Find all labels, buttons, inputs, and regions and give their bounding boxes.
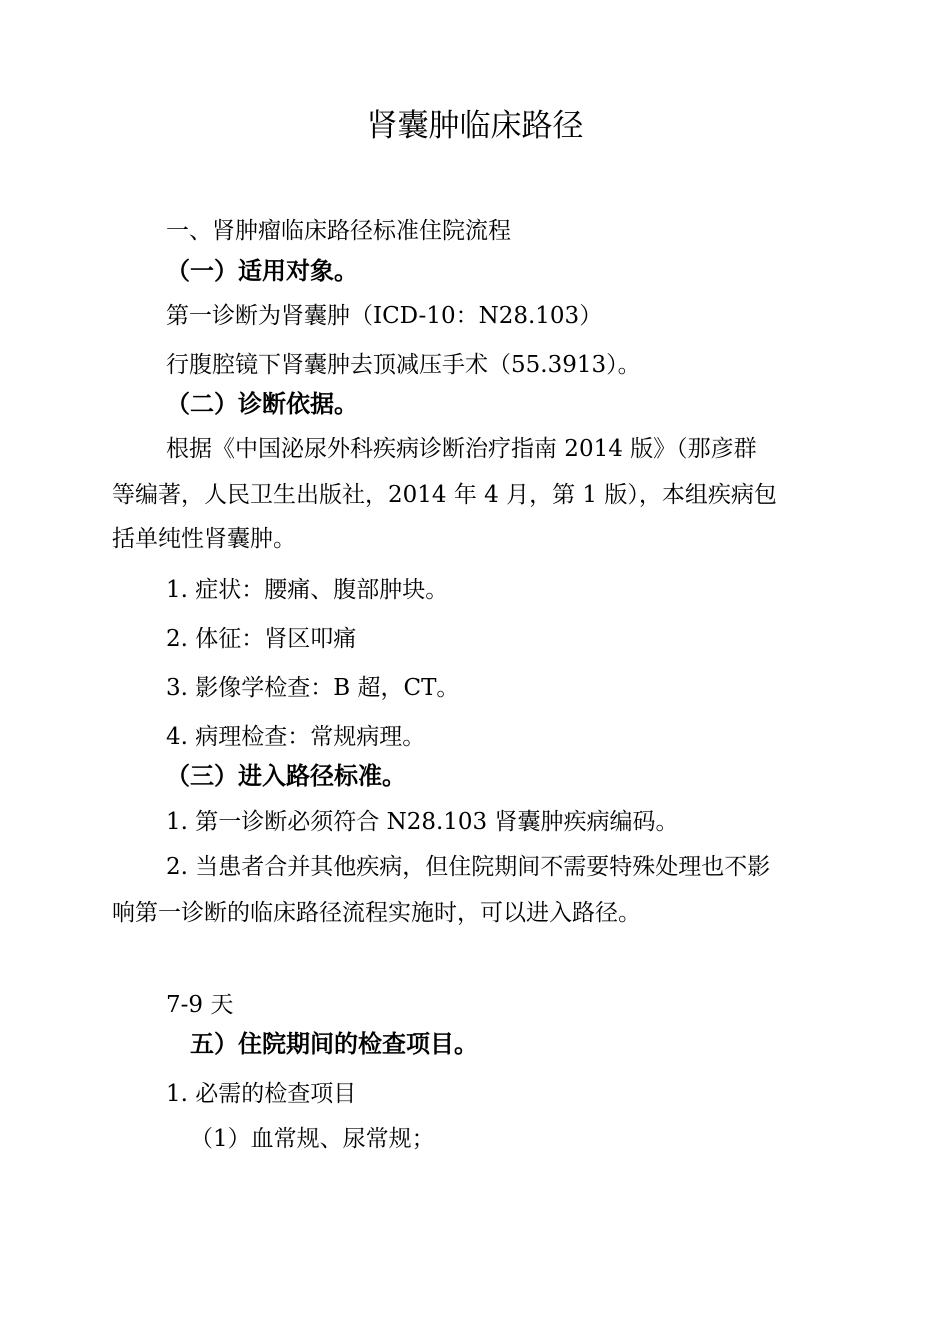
paragraph-line: 第一诊断为肾囊肿（ICD-10：N28.103） bbox=[166, 303, 603, 329]
list-item: 3. 影像学检查：B 超，CT。 bbox=[166, 675, 460, 701]
list-item: 4. 病理检查：常规病理。 bbox=[166, 724, 426, 750]
subsection-heading-3: （三）进入路径标准。 bbox=[166, 762, 406, 790]
paragraph-line: 2. 当患者合并其他疾病，但住院期间不需要特殊处理也不影 bbox=[166, 854, 771, 880]
paragraph-line: 括单纯性肾囊肿。 bbox=[112, 526, 296, 552]
paragraph-line: 响第一诊断的临床路径流程实施时，可以进入路径。 bbox=[112, 900, 641, 926]
section-heading: 一、肾肿瘤临床路径标准住院流程 bbox=[166, 218, 511, 244]
list-item: 1. 第一诊断必须符合 N28.103 肾囊肿疾病编码。 bbox=[166, 809, 679, 835]
list-item: 2. 体征：肾区叩痛 bbox=[166, 626, 357, 652]
list-item: 1. 必需的检查项目 bbox=[166, 1081, 357, 1107]
paragraph-line: 行腹腔镜下肾囊肿去顶减压手术（55.3913）。 bbox=[166, 352, 641, 378]
document-title: 肾囊肿临床路径 bbox=[366, 108, 584, 144]
subsection-heading-5: 五）住院期间的检查项目。 bbox=[190, 1030, 478, 1058]
subsection-heading-1: （一）适用对象。 bbox=[166, 257, 358, 285]
paragraph-line: 根据《中国泌尿外科疾病诊断治疗指南 2014 版》（那彦群 bbox=[166, 436, 757, 462]
hospital-stay: 7-9 天 bbox=[166, 992, 234, 1018]
subsection-heading-2: （二）诊断依据。 bbox=[166, 390, 358, 418]
list-item: 1. 症状：腰痛、腹部肿块。 bbox=[166, 577, 449, 603]
paragraph-line: 等编著，人民卫生出版社，2014 年 4 月，第 1 版），本组疾病包 bbox=[112, 482, 777, 508]
list-item: （1）血常规、尿常规； bbox=[190, 1126, 435, 1152]
